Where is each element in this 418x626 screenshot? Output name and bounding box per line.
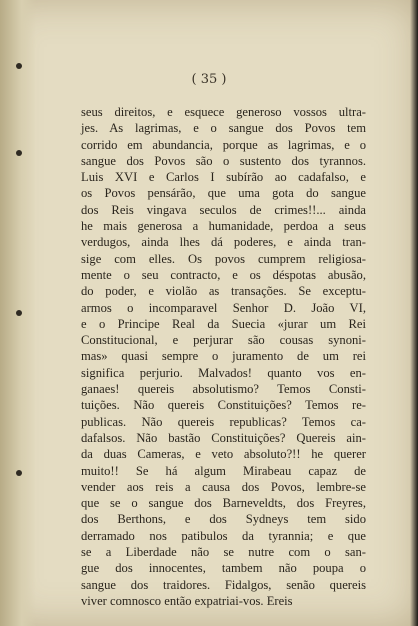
text-line: gue dos innocentes, tambem não poupa o xyxy=(81,561,366,576)
text-line: que se o sangue dos Barneveldts, dos Freyres, xyxy=(81,496,366,511)
text-line: e o Principe Real da Suecia «jurar um Rei xyxy=(81,316,366,331)
text-line: sige com elles. Os povos cumprem religiosa- xyxy=(81,251,366,266)
text-line: vender aos reis a causa dos Povos, lembre-se xyxy=(81,479,366,494)
text-line: significa perjurio. Malvados! quanto vos en- xyxy=(81,365,366,380)
text-line: da duas Cameras, e veto absoluto?!! he querer xyxy=(81,447,366,462)
text-line: publicas. Não quereis republicas? Temos ca- xyxy=(81,414,366,429)
text-line: dafalsos. Não bastão Constituições? Quereis ain- xyxy=(81,430,366,445)
text-line: muito!! Se há algum Mirabeau capaz de xyxy=(81,463,366,478)
text-line: verdugos, ainda lhes dá poderes, e ainda tran- xyxy=(81,235,366,250)
text-line: os Povos pensárão, que uma gota do sangue xyxy=(81,186,366,201)
margin-ink-mark xyxy=(16,310,22,316)
text-line: ganaes! quereis absolutismo? Temos Consti- xyxy=(81,382,366,397)
text-line: derramado nos patibulos da tyrannia; e que xyxy=(81,528,366,543)
text-line: corrido em abundancia, porque as lagrimas, e o xyxy=(81,137,366,152)
text-line: mente o seu contracto, e os déspotas abusão, xyxy=(81,267,366,282)
page-number: ( 35 ) xyxy=(191,72,227,87)
page-edge xyxy=(410,0,418,626)
text-line: jes. As lagrimas, e o sangue dos Povos tem xyxy=(81,121,366,136)
text-line: seus direitos, e esquece generoso vossos ultra- xyxy=(81,105,366,119)
text-line: dos Berthons, e dos Sydneys tem sido xyxy=(81,512,366,527)
text-line: dos Reis vingava seculos de crimes!!... ainda xyxy=(81,202,366,217)
text-line: viver comnosco então expatriai-vos. Ereis xyxy=(81,593,293,608)
text-line: Constitucional, e perjurar são cousas synoni- xyxy=(81,333,366,348)
text-line: mas» quasi sempre o juramento de um rei xyxy=(81,349,366,364)
text-line: sangue dos traidores. Fidalgos, senão quereis xyxy=(81,577,366,592)
margin-ink-mark xyxy=(16,470,22,476)
text-line: tuições. Não quereis Constituições? Temos re- xyxy=(81,398,366,413)
text-line: do poder, e violão as transações. Se exceptu- xyxy=(81,284,366,299)
text-line: he mais generosa a humanidade, perdoa a seus xyxy=(81,219,366,234)
text-line: Luis XVI e Carlos I subírão ao cadafalso, e xyxy=(81,170,366,185)
text-line: armos o incomparavel Senhor D. João VI, xyxy=(81,300,366,315)
text-line: sangue dos Povos são o sustento dos tyrannos. xyxy=(81,153,366,168)
margin-ink-mark xyxy=(16,63,22,69)
text-line: se a Liberdade não se nutre com o san- xyxy=(81,545,366,560)
margin-ink-mark xyxy=(16,150,22,156)
body-text xyxy=(81,104,366,609)
